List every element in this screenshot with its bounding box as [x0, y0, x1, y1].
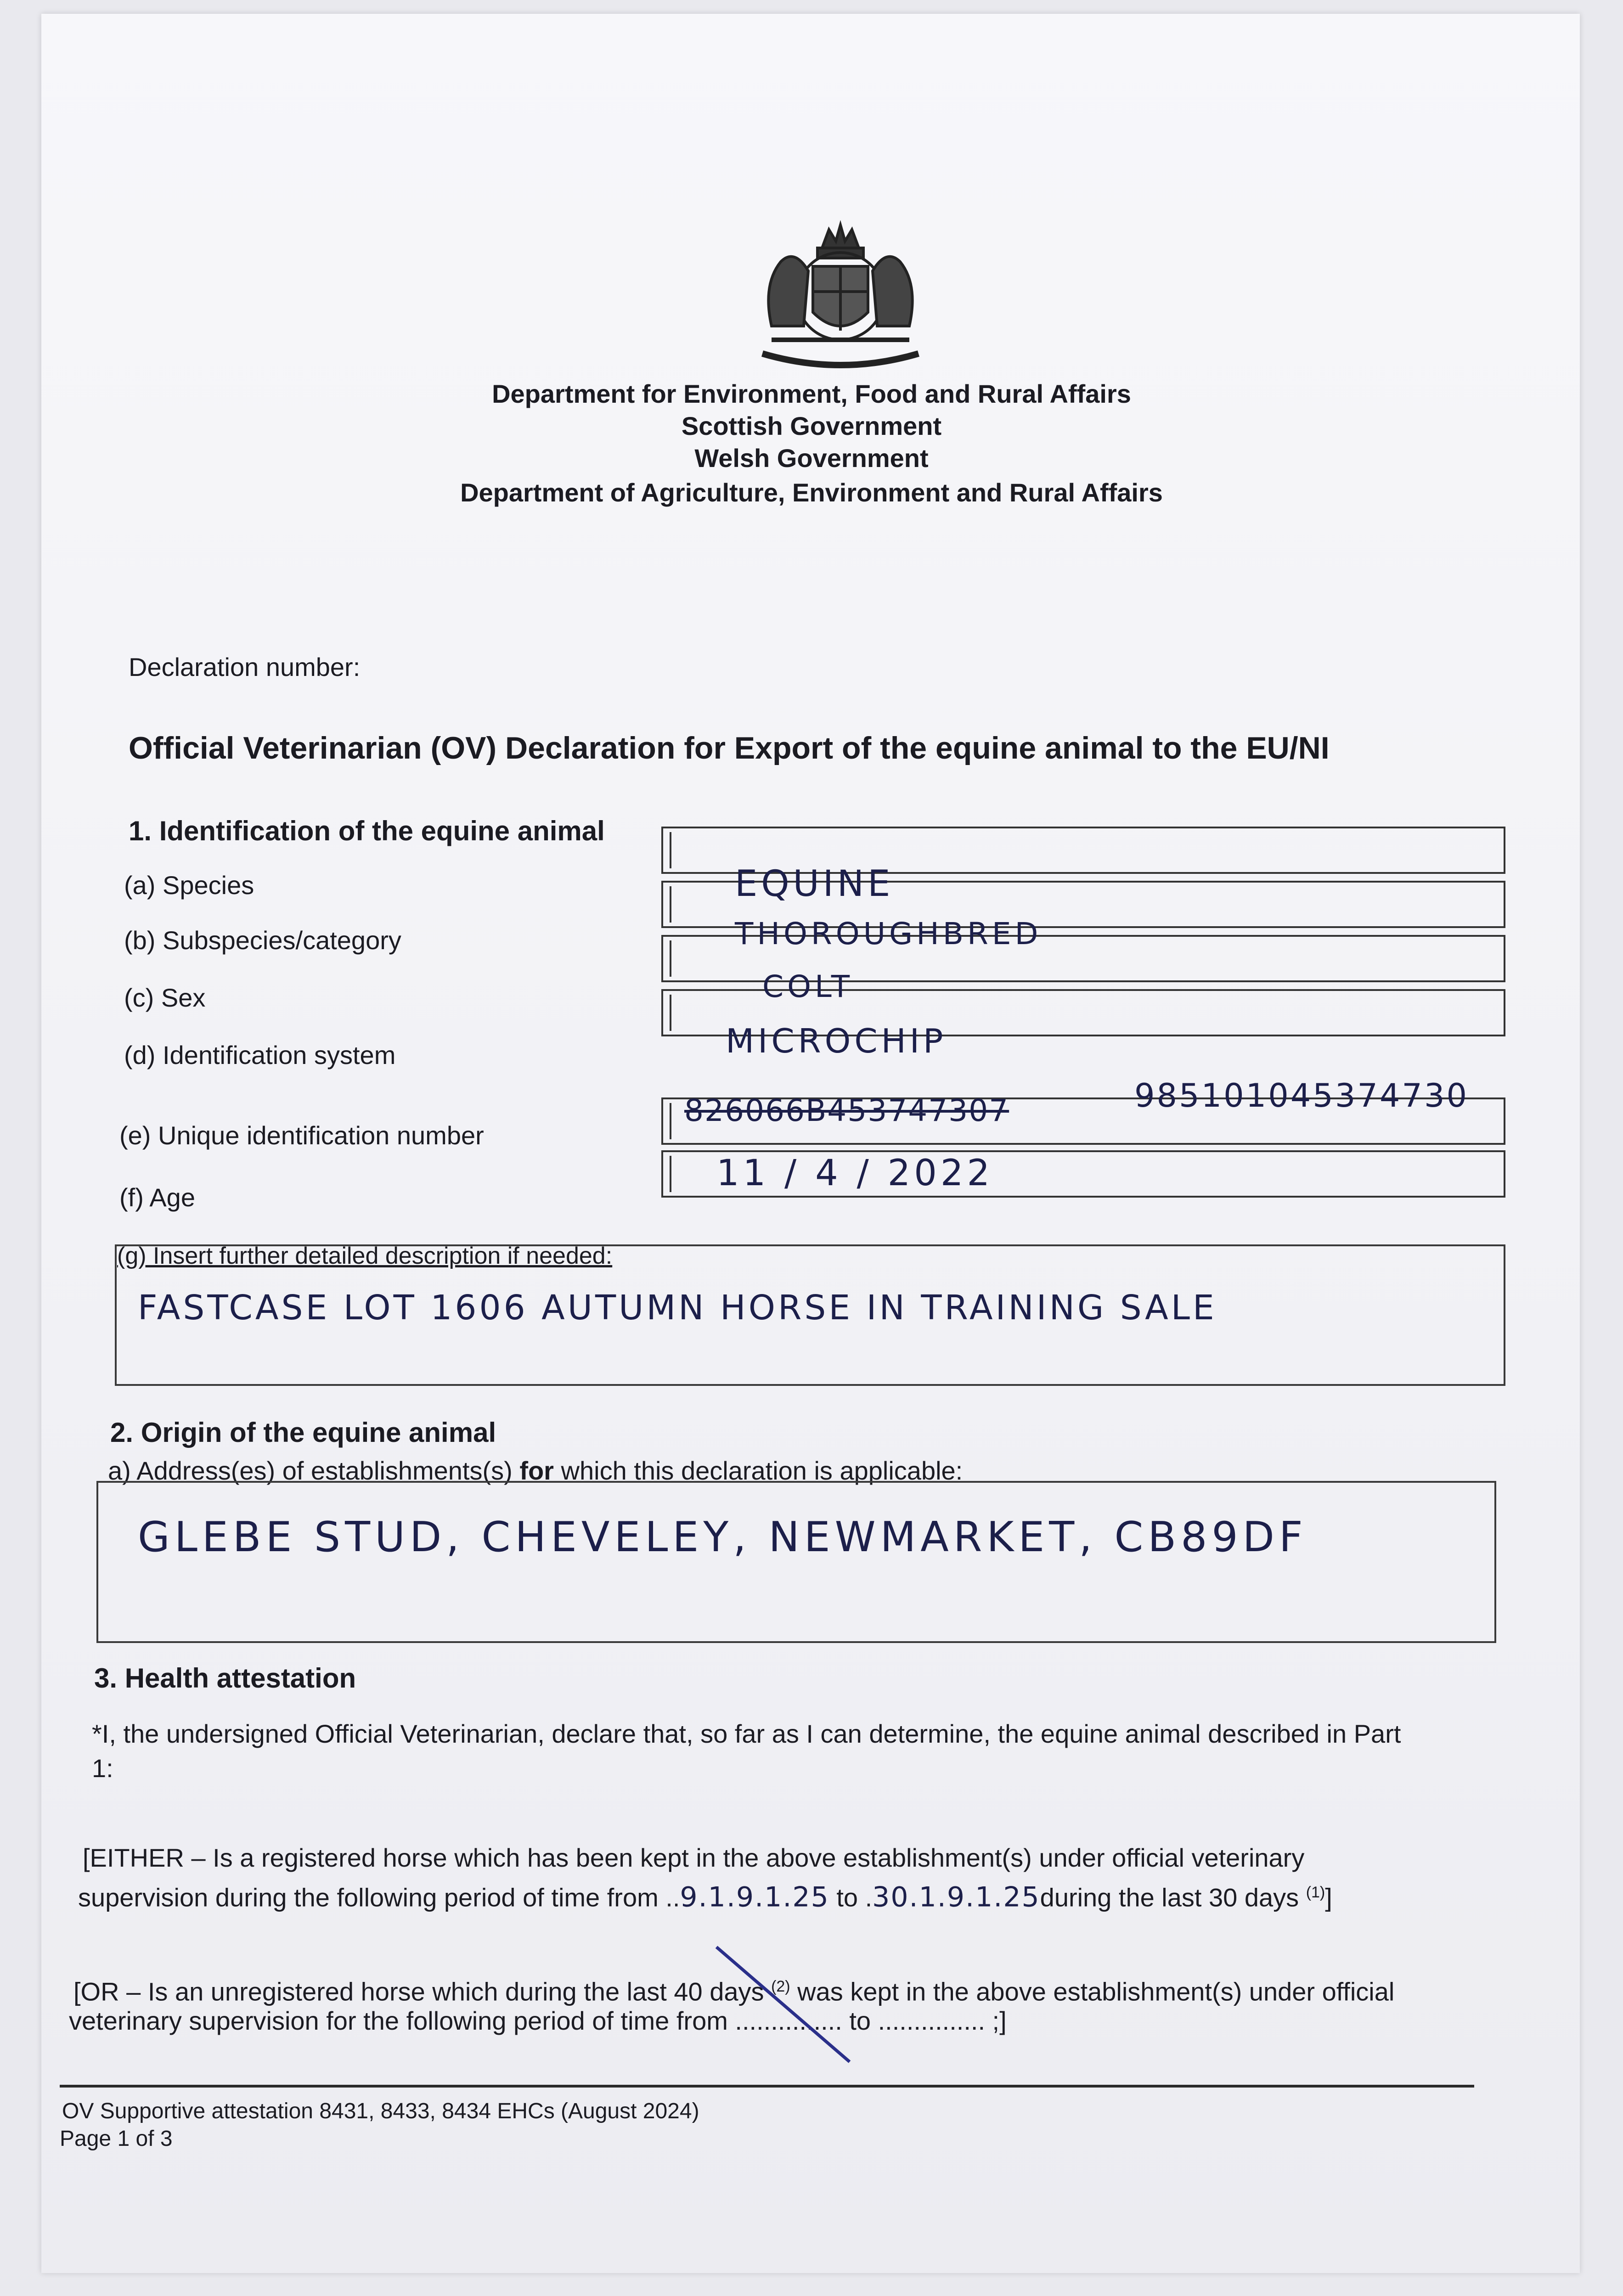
- address-box[interactable]: [96, 1481, 1496, 1643]
- either-to-date: 30.1.9.1.25: [872, 1881, 1040, 1913]
- either-from-date: 9.1.9.1.25: [680, 1881, 829, 1913]
- footer-attestation: OV Supportive attestation 8431, 8433, 8434 EHCs (August 2024): [62, 2099, 699, 2123]
- unique-id-value: 985101045374730: [1134, 1077, 1469, 1114]
- subspecies-label: (b) Subspecies/category: [124, 926, 401, 955]
- health-intro-line2: 1:: [92, 1754, 113, 1783]
- department-line-1: Department for Environment, Food and Rural Affairs: [492, 379, 1131, 408]
- unique-id-label: (e) Unique identification number: [119, 1121, 484, 1150]
- identification-system-label: (d) Identification system: [124, 1041, 396, 1069]
- unique-id-struck-value: 826066B453747307: [684, 1093, 1009, 1128]
- health-intro-line1: *I, the undersigned Official Veterinarian, declare that, so far as I can determine, the equine animal described in Part: [92, 1719, 1401, 1748]
- section-3-heading: 3. Health attestation: [94, 1663, 356, 1694]
- strike-through-mark: [712, 1942, 859, 2071]
- department-line-2: Scottish Government: [681, 411, 942, 440]
- identification-system-value: MICROCHIP: [726, 1022, 947, 1060]
- sex-label: (c) Sex: [124, 983, 206, 1012]
- further-description-label: (g) Insert further detailed description if needed:: [117, 1243, 613, 1269]
- species-value: EQUINE: [735, 863, 894, 905]
- either-line1: [EITHER – Is a registered horse which has been kept in the above establishment(s) under official veterinary: [83, 1843, 1305, 1872]
- address-value: GLEBE STUD, CHEVELEY, NEWMARKET, CB89DF: [138, 1513, 1307, 1561]
- section-1-heading: 1. Identification of the equine animal: [129, 816, 605, 846]
- sex-value: COLT: [762, 969, 854, 1004]
- age-value: 11 / 4 / 2022: [716, 1153, 994, 1194]
- address-label: a) Address(es) of establishments(s) for which this declaration is applicable:: [108, 1456, 963, 1485]
- footer-page-number: Page 1 of 3: [60, 2127, 173, 2151]
- section-2-heading: 2. Origin of the equine animal: [110, 1417, 496, 1448]
- further-description-value: FASTCASE LOT 1606 AUTUMN HORSE IN TRAINING SALE: [138, 1288, 1217, 1328]
- department-line-4: Department of Agriculture, Environment and Rural Affairs: [460, 478, 1163, 507]
- or-line1: [OR – Is an unregistered horse which during the last 40 days $^{(2)}$ was kept in the above establishment(s) under official: [73, 1977, 1395, 2006]
- page-title: Official Veterinarian (OV) Declaration for Export of the equine animal to the EU/NI: [129, 731, 1330, 765]
- declaration-number-label: Declaration number:: [129, 653, 361, 681]
- royal-coat-of-arms-icon: [744, 216, 937, 381]
- species-label: (a) Species: [124, 871, 254, 900]
- age-label: (f) Age: [119, 1183, 195, 1212]
- footer-divider: [60, 2085, 1474, 2088]
- department-line-3: Welsh Government: [694, 444, 929, 473]
- either-line2: supervision during the following period of time from ..9.1.9.1.25 to .30.1.9.1.25during the last 30 days $^{(1)}$]: [78, 1881, 1332, 1913]
- or-line2: veterinary supervision for the following period of time from ............... to ............... ;]: [69, 2006, 1007, 2035]
- subspecies-value: THOROUGHBRED: [735, 916, 1042, 951]
